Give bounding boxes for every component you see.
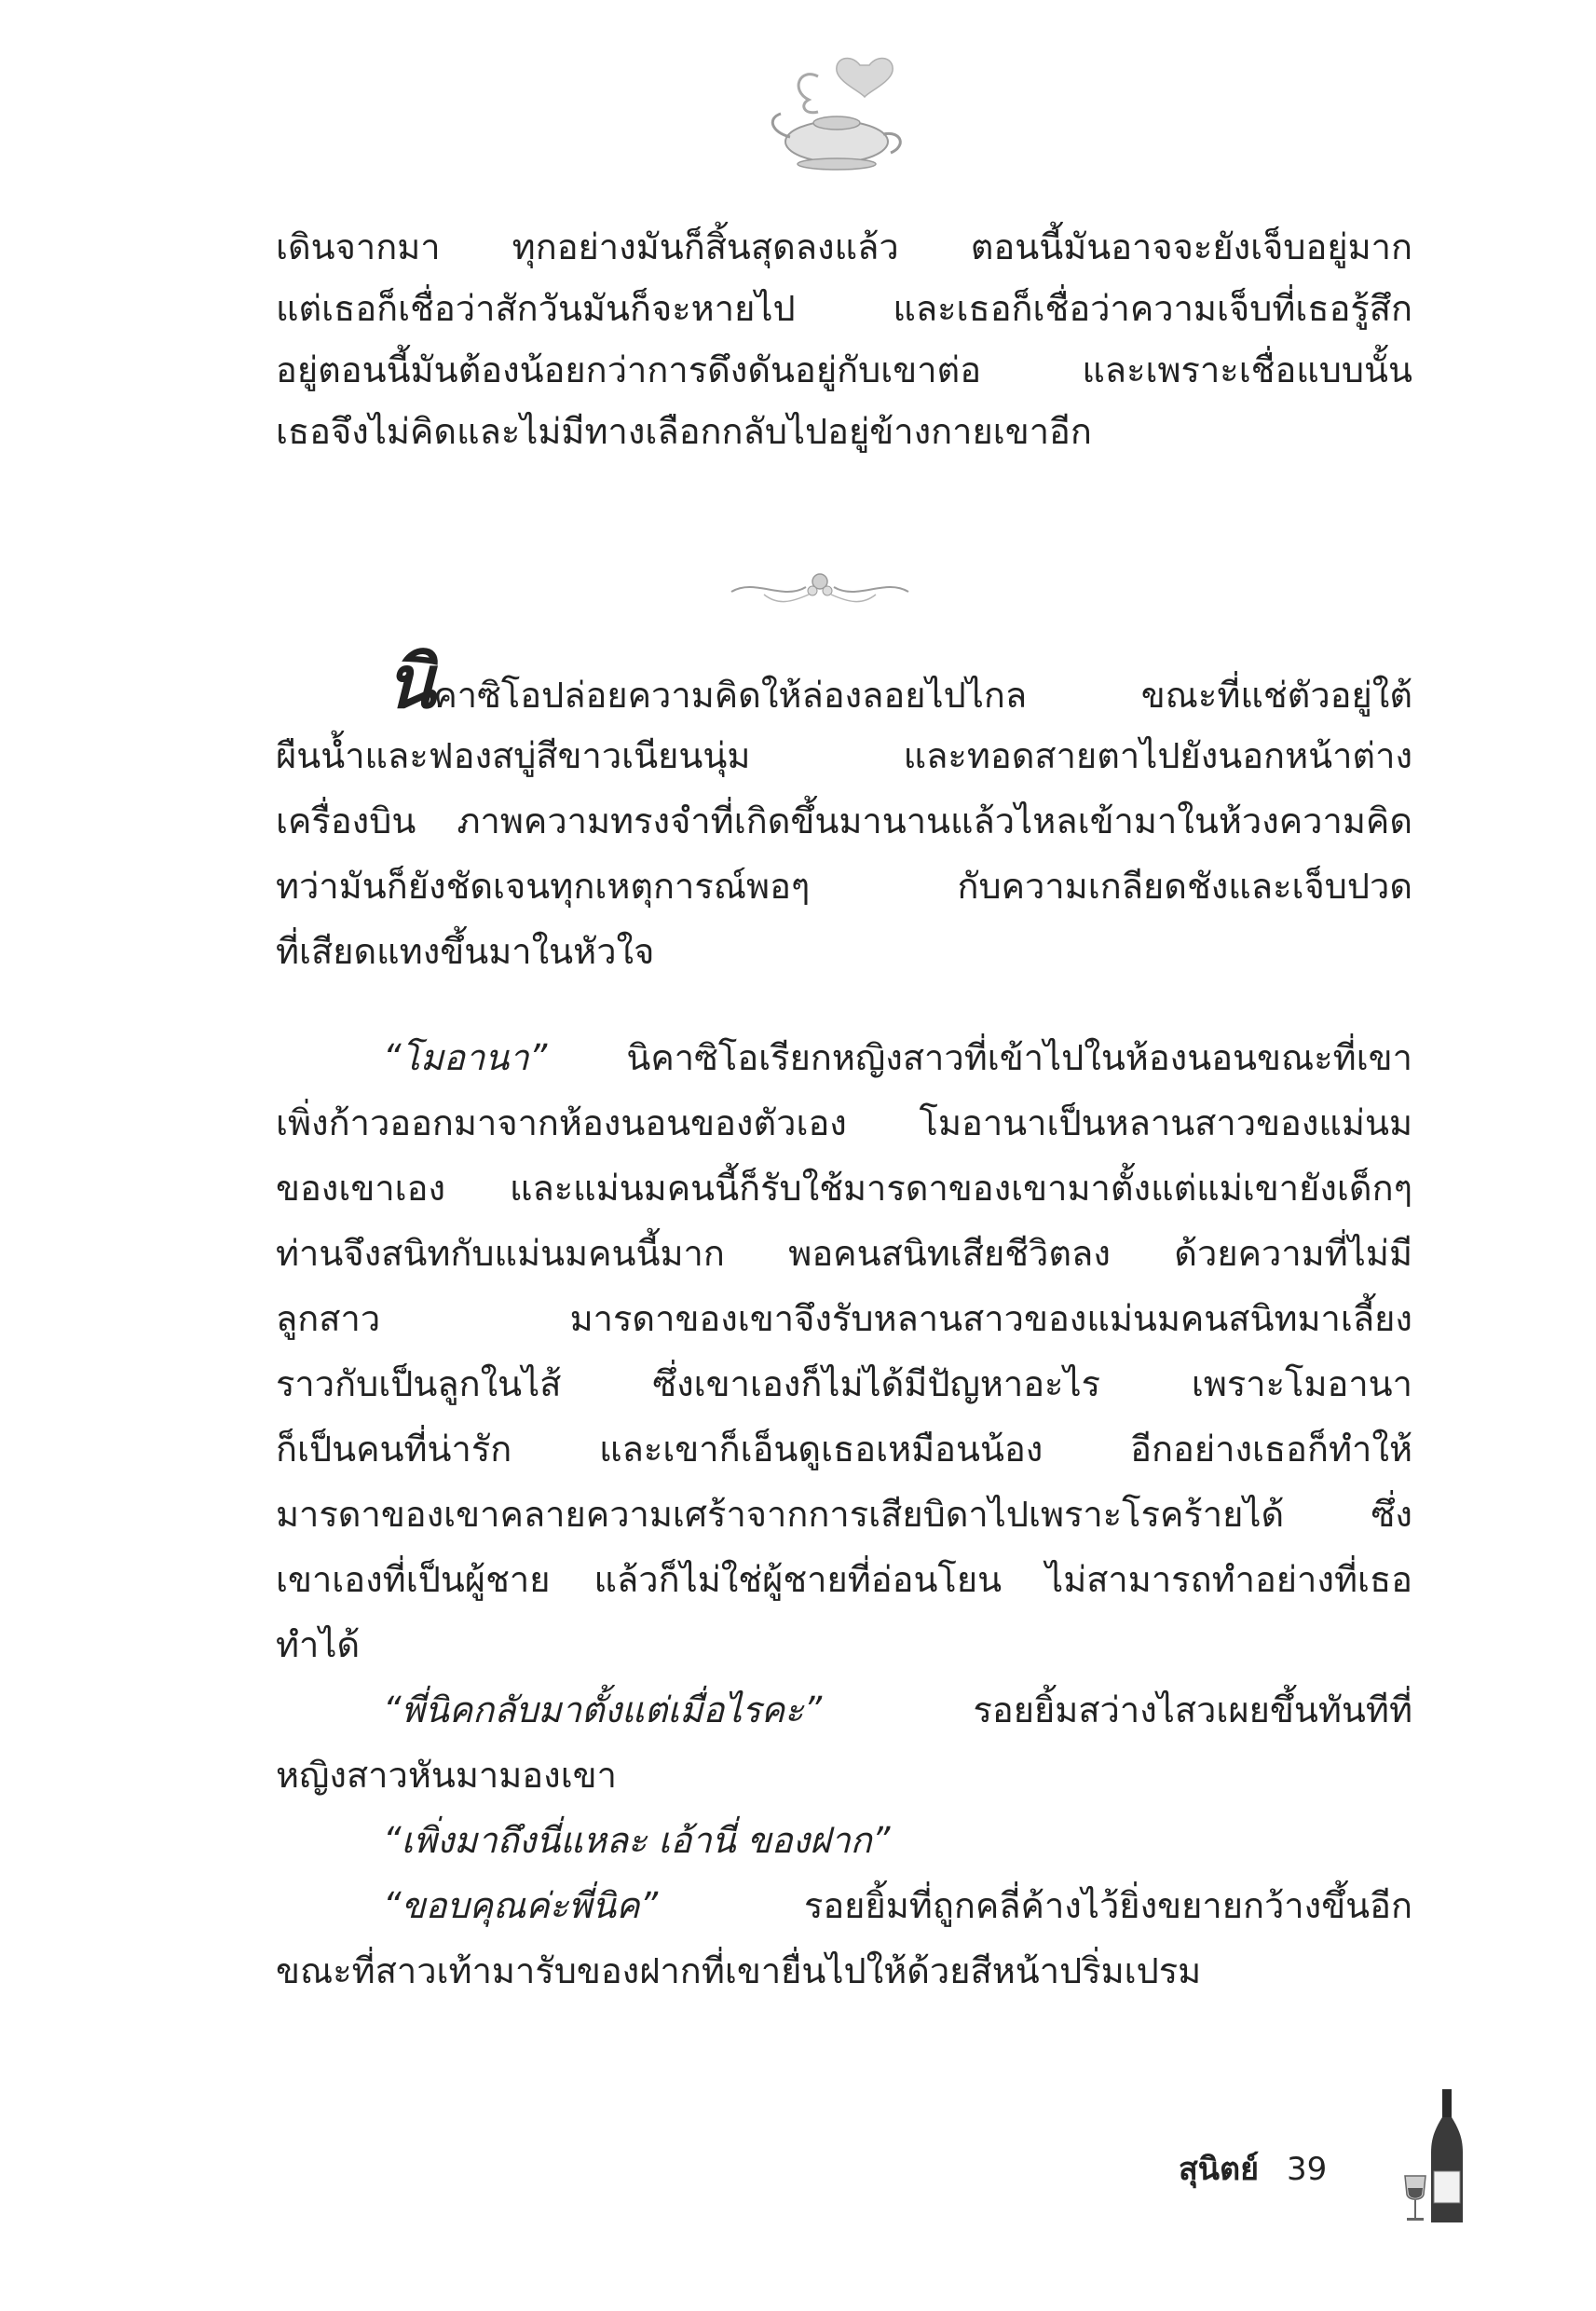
text-line: ท่านจึงสนิทกับแม่นมคนนี้มาก พอคนสนิทเสียชีวิตลง ด้วยความที่ไม่มี bbox=[276, 1233, 1412, 1274]
text-line: ทว่ามันก็ยังชัดเจนทุกเหตุการณ์พอๆ กับความเกลียดชังและเจ็บปวด bbox=[276, 866, 1412, 907]
dropcap-line bbox=[276, 643, 1412, 723]
text-line: ที่เสียดแทงขึ้นมาในหัวใจ bbox=[276, 931, 655, 972]
text-line: ทำได้ bbox=[276, 1624, 361, 1665]
text-line: เขาเองที่เป็นผู้ชาย แล้วก็ไม่ใช่ผู้ชายที่อ่อนโยน ไม่สามารถทำอย่างที่เธอ bbox=[276, 1559, 1412, 1600]
text-line: ลูกสาว มารดาของเขาจึงรับหลานสาวของแม่นมคนสนิทมาเลี้ยง bbox=[276, 1298, 1412, 1339]
dialogue-quote: “เพิ่งมาถึงนี่แหละ เอ้านี่ ของฝาก” bbox=[383, 1820, 891, 1861]
text-line: เครื่องบิน ภาพความทรงจำที่เกิดขึ้นมานานแล้วไหลเข้ามาในห้วงความคิด bbox=[276, 800, 1412, 841]
text-line: เดินจากมา ทุกอย่างมันก็สิ้นสุดลงแล้ว ตอนนี้มันอาจจะยังเจ็บอยู่มาก bbox=[276, 226, 1412, 267]
text-line: อยู่ตอนนี้มันต้องน้อยกว่าการดึงดันอยู่กับเขาต่อ และเพราะเชื่อแบบนั้น bbox=[276, 349, 1412, 390]
paragraph-4 bbox=[276, 1677, 1412, 1808]
text-line bbox=[276, 1677, 1412, 1743]
text-run: รอยยิ้มที่ถูกคลี่ค้างไว้ยิ่งขยายกว้างขึ้นอีก bbox=[658, 1885, 1412, 1926]
text-line: ของเขาเอง และแม่นมคนนี้ก็รับใช้มารดาของเขามาตั้งแต่แม่เขายังเด็กๆ bbox=[276, 1168, 1412, 1209]
wine-bottle-glass-icon bbox=[1398, 2087, 1481, 2227]
text-line: ราวกับเป็นลูกในไส้ ซึ่งเขาเองก็ไม่ได้มีปัญหาอะไร เพราะโมอานา bbox=[276, 1363, 1412, 1404]
text-line: แต่เธอก็เชื่อว่าสักวันมันก็จะหายไป และเธอก็เชื่อว่าความเจ็บที่เธอรู้สึก bbox=[276, 288, 1412, 329]
author-name: สุนิตย์ bbox=[1179, 2151, 1259, 2188]
paragraph-6 bbox=[276, 1873, 1412, 2003]
paragraph-2 bbox=[276, 643, 1412, 984]
text-line: มารดาของเขาคลายความเศร้าจากการเสียบิดาไปเพราะโรคร้ายได้ ซึ่ง bbox=[276, 1494, 1412, 1535]
text-line: ขณะที่สาวเท้ามารับของฝากที่เขายื่นไปให้ด้วยสีหน้าปริ่มเปรม bbox=[276, 1950, 1202, 1991]
page-number: 39 bbox=[1287, 2151, 1328, 2188]
dialogue-quote: “โมอานา” bbox=[383, 1037, 548, 1078]
text-run: รอยยิ้มสว่างไสวเผยขึ้นทันทีที่ bbox=[822, 1689, 1412, 1730]
paragraph-3 bbox=[276, 1025, 1412, 1677]
drop-cap: นิ bbox=[386, 643, 434, 723]
text-line bbox=[276, 1025, 1412, 1090]
text-line: เพิ่งก้าวออกมาจากห้องนอนของตัวเอง โมอานาเป็นหลานสาวของแม่นม bbox=[276, 1102, 1412, 1143]
text-line: หญิงสาวหันมามองเขา bbox=[276, 1755, 617, 1796]
text-run: คาซิโอปล่อยความคิดให้ล่องลอยไปไกล ขณะที่แช่ตัวอยู่ใต้ bbox=[433, 675, 1412, 716]
text-line: ผืนน้ำและฟองสบู่สีขาวเนียนนุ่ม และทอดสายตาไปยังนอกหน้าต่าง bbox=[276, 735, 1412, 776]
text-run: นิคาซิโอเรียกหญิงสาวที่เข้าไปในห้องนอนขณะที่เขา bbox=[547, 1037, 1412, 1078]
text-line bbox=[276, 1808, 1412, 1873]
page-footer bbox=[1179, 2143, 1327, 2194]
paragraph-5 bbox=[276, 1808, 1412, 1873]
teapot-ornament-icon bbox=[762, 48, 911, 179]
text-line: เธอจึงไม่คิดและไม่มีทางเลือกกลับไปอยู่ข้างกายเขาอีก bbox=[276, 411, 1092, 452]
dialogue-quote: “พี่นิคกลับมาตั้งแต่เมื่อไรคะ” bbox=[383, 1689, 823, 1730]
text-line: ก็เป็นคนที่น่ารัก และเขาก็เอ็นดูเธอเหมือนน้อง อีกอย่างเธอก็ทำให้ bbox=[276, 1429, 1412, 1470]
text-line bbox=[276, 1873, 1412, 1938]
dialogue-quote: “ขอบคุณค่ะพี่นิค” bbox=[383, 1885, 659, 1926]
section-divider-ornament-icon bbox=[727, 559, 913, 615]
paragraph-1 bbox=[276, 216, 1412, 462]
